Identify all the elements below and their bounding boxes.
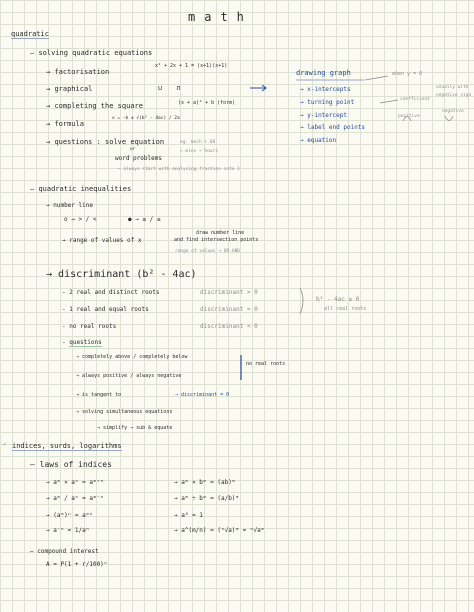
section-solving-heading: – solving quadratic equations [30,49,153,57]
range-values-note: range of values → OR AND [175,249,241,254]
find-intersection-note: and find intersection points [174,237,259,243]
usually-with-note: usually with [436,85,469,90]
law-power: → (aᵐ)ⁿ = aᵐⁿ [46,512,93,519]
parabola-up-icon [403,117,411,122]
range-of-values-label: → range of values of x [62,237,142,244]
negative-sign-note: negative sign [436,93,472,98]
questions-side-note-2: ↗ mins → hours [180,149,218,154]
questions-side-note-1: eg. km/h ÷ 60 [180,140,216,145]
disc-q-simultaneous: → solving simultaneous equations [76,409,173,415]
disc-condition-negative: discriminant < 0 [200,323,258,330]
ineq-open-circle: o → > / < [64,216,97,223]
disc-case-equal-roots: - 1 real and equal roots [62,306,149,313]
questions-word-problems: word problems [115,155,162,162]
disc-questions-label: - questions [62,339,102,346]
when-y0-note: when y = 0 [392,71,423,77]
disc-bracket-condition: b² - 4ac ≥ 0 [316,296,360,303]
pencil-arrow-coefficient-icon [380,100,398,103]
disc-q-always-positive: → always positive / always negative [76,373,182,379]
disc-q-completely-above: → completely above / completely below [76,354,188,360]
bracket-icon [300,288,303,314]
simplify-note: → simplify → sub & equate [97,425,173,431]
check-icon: ✓ [3,441,7,448]
method-formula: → formula [46,120,84,128]
factorisation-example: x² + 2x + 1 = (x+1)(x+1) [155,63,228,69]
draw-number-line-note: draw number line [196,230,245,236]
method-factorisation: → factorisation [46,68,110,76]
disc-case-two-roots: - 2 real and distinct roots [62,289,160,296]
law-zero: → a⁰ = 1 [174,512,203,519]
number-line-label: → number line [46,202,93,209]
questions-note: → always start with analysing fraction into 1 [118,167,240,172]
drawing-item-x-intercepts: → x-intercepts [300,86,351,93]
law-same-power-quotient: → aᵐ ÷ bᵐ = (a/b)ᵐ [174,495,240,502]
disc-q-tangent: → is tangent to [76,392,122,398]
compound-interest-heading: – compound interest [30,548,99,555]
law-negative: → a⁻ⁿ = 1/aⁿ [46,527,90,534]
compound-interest-formula: A = P(1 + r/100)ⁿ [46,561,108,568]
drawing-item-y-intercept: → y-intercept [300,112,347,119]
law-fractional: → a^(m/n) = (ⁿ√a)ᵐ = ⁿ√aᵐ [174,527,265,534]
graph-shapes: ∪ ∩ [158,84,186,92]
section-discriminant-heading: → discriminant (b² - 4ac) [46,269,197,280]
method-questions: → questions : solve equation [46,138,165,146]
drawing-item-equation: → equation [300,137,337,144]
topic-heading-indices: indices, surds, logarithms [12,442,122,450]
law-same-power-product: → aᵐ × bᵐ = (ab)ᵐ [174,479,236,486]
law-quotient: → aᵐ / aⁿ = aᵐ⁻ⁿ [46,495,104,502]
positive-note: positive [398,114,420,119]
disc-condition-zero: discriminant = 0 [200,306,258,313]
topic-heading-quadratic: quadratic [11,30,49,38]
disc-bracket-note: all real roots [324,306,367,312]
disc-condition-positive: discriminant > 0 [200,289,258,296]
tangent-result-note: → discriminant = 0 [175,392,230,398]
pencil-arrow-icon [365,76,388,80]
section-inequalities-heading: – quadratic inequalities [30,185,132,193]
method-graphical: → graphical [46,85,93,93]
method-completing-square: → completing the square [46,102,143,110]
ineq-closed-circle: ● → ≥ / ≤ [128,216,161,223]
formula-example: x = -b ± √(b² - 4ac) / 2a [112,116,180,121]
drawing-item-label-end-points: → label end points [300,124,366,131]
page-title: math [188,10,253,24]
disc-case-no-roots: - no real roots [62,323,117,330]
completing-example: (x + a)² + b (form) [178,100,236,106]
drawing-item-turning-point: → turning point [300,99,355,106]
parabola-down-icon [445,116,453,121]
questions-or: or [130,147,136,152]
negative-note: negative [442,109,464,114]
drawing-graph-heading: drawing graph [296,69,351,77]
law-product: → aᵐ × aⁿ = aᵐ⁺ⁿ [46,479,104,486]
laws-heading: – laws of indices [30,460,112,469]
coefficient-note: coefficient [400,97,430,102]
no-real-roots-note: no real roots [246,361,286,367]
